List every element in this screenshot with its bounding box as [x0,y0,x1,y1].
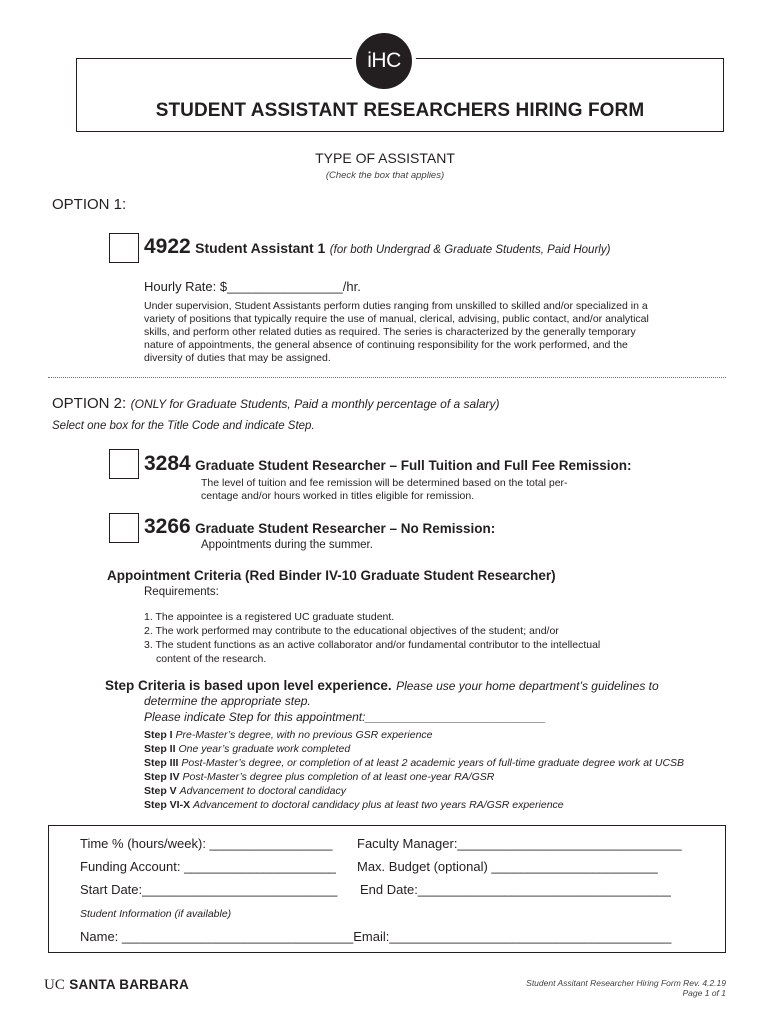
option1-heading: OPTION 1: [52,196,127,213]
logo-text: iHC [367,49,401,72]
time-field[interactable]: Time % (hours/week): _________________ [80,836,333,851]
step-label: Step I [144,729,173,741]
brand-name: SANTA BARBARA [69,977,189,992]
desc-line: skills, and perform other related duties as required. The series is characterized by the generally temporary [144,326,636,338]
checkbox-3284[interactable] [109,449,139,479]
option1-title [144,235,610,259]
option1-description [144,300,649,365]
checkbox-3266[interactable] [109,513,139,543]
step-heading-row [105,677,659,695]
desc-line: variety of positions that typically require the use of manual, clerical, advising, public contact, and/or analytical [144,313,649,325]
funding-account-field[interactable]: Funding Account: _____________________ [80,859,336,874]
ucsb-logo [44,976,189,994]
step-item [144,728,684,742]
step-item [144,742,684,756]
step-list [144,728,684,812]
step-item [144,770,684,784]
start-date-field[interactable]: Start Date:___________________________ [80,882,338,897]
option2-heading: OPTION 2: [52,395,127,412]
requirements-label: Requirements: [144,586,219,598]
option2-note: (ONLY for Graduate Students, Paid a monthly percentage of a salary) [130,397,500,411]
step-item [144,798,684,812]
step-desc: Post-Master’s degree, or completion of at least 2 academic years of full-time graduate degree work at UCSB [181,757,685,769]
hourly-rate-field[interactable]: Hourly Rate: $________________/hr. [144,279,361,294]
step-field[interactable]: Please indicate Step for this appointment:___________________________ [144,710,546,724]
desc-line: centage and/or hours worked in titles eligible for remission. [201,490,475,502]
appointment-heading: Appointment Criteria (Red Binder IV-10 Graduate Student Researcher) [107,568,556,583]
type-heading: TYPE OF ASSISTANT [315,150,455,166]
code-4922: 4922 [144,235,191,258]
step-label: Step IV [144,771,180,783]
form-title: STUDENT ASSISTANT RESEARCHERS HIRING FORM [155,100,645,121]
step-heading: Step Criteria is based upon level experience. [105,678,392,693]
choice-3266-desc: Appointments during the summer. [201,539,373,551]
list-item: content of the research. [156,653,267,665]
step-item [144,784,684,798]
faculty-manager-field[interactable]: Faculty Manager:_______________________________ [357,836,682,851]
option2-instruction: Select one box for the Title Code and indicate Step. [52,420,315,432]
step-note1: Please use your home department’s guidelines to [396,679,659,693]
step-desc: Advancement to doctoral candidacy [179,785,346,797]
option1-name: Student Assistant 1 [195,240,326,256]
desc-line: diversity of duties that may be assigned. [144,352,331,364]
step-desc: Post-Master’s degree plus completion of at least one-year RA/GSR [182,771,495,783]
desc-line: The level of tuition and fee remission will be determined based on the total per- [201,477,568,489]
max-budget-field[interactable]: Max. Budget (optional) _______________________ [357,859,658,874]
type-note: (Check the box that applies) [325,170,445,181]
choice-3266-name: Graduate Student Researcher – No Remission: [195,521,496,536]
checkbox-4922[interactable] [109,233,139,263]
ihc-logo [356,33,412,89]
choice-3284-title [144,452,632,476]
list-item: 1. The appointee is a registered UC graduate student. [144,611,395,623]
step-desc: Advancement to doctoral candidacy plus at least two years RA/GSR experience [193,799,564,811]
revision-text: Student Assitant Researcher Hiring Form Rev. 4.2.19 [526,978,726,988]
end-date-field[interactable]: End Date:___________________________________ [360,882,671,897]
choice-3284-desc [201,477,568,503]
name-email-field[interactable]: Name: ________________________________Email:_______________________________________ [80,929,672,944]
step-note2: determine the appropriate step. [144,694,311,708]
desc-line: Under supervision, Student Assistants perform duties ranging from unskilled to skilled and/or specialized in a [144,300,648,312]
code-3284: 3284 [144,452,191,475]
step-desc: Pre-Master’s degree, with no previous GSR experience [175,729,433,741]
step-desc: One year’s graduate work completed [178,743,351,755]
desc-line: nature of appointments, the general absence of continuing responsibility for the work performed, and the [144,339,628,351]
option2-heading-row [52,395,500,413]
code-3266: 3266 [144,515,191,538]
list-item: 2. The work performed may contribute to the educational objectives of the student; and/or [144,625,559,637]
choice-3284-name: Graduate Student Researcher – Full Tuition and Full Fee Remission: [195,458,632,473]
page-number: Page 1 of 1 [682,988,726,998]
dotted-divider [48,377,726,378]
step-label: Step III [144,757,179,769]
revision-note [526,978,726,998]
choice-3266-title [144,515,495,539]
step-item [144,756,684,770]
step-label: Step VI-X [144,799,191,811]
option1-note: (for both Undergrad & Graduate Students, Paid Hourly) [329,244,611,256]
step-label: Step II [144,743,176,755]
student-info-label: Student Information (if available) [80,908,232,920]
step-label: Step V [144,785,177,797]
requirements-list [144,610,600,666]
list-item: 3. The student functions as an active collaborator and/or fundamental contributor to the intellectual [144,639,601,651]
brand-uc: UC [44,977,65,993]
